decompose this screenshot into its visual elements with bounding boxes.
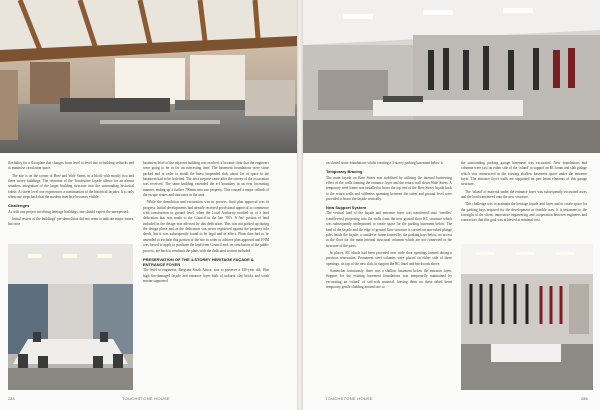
running-head: TOUCHSTONE HOUSE	[325, 396, 373, 401]
left-column-2	[143, 161, 269, 391]
paragraph: The vertical load of the façade and entrance foyer was transferred onto ‘needles’ (cantilevers) projecting into the walls from the new ground floor RC structure which was subsequently underpinned to create space for the parking basement below. The land of the façade and the edge of ground floor structure is carried on non-raked plunge piles inside the façade; a cantilever frame formed by the parking bays below, no access to the floor for the main internal structural columns which are not connected to the structure of the piers.	[326, 211, 452, 248]
running-head: TOUCHSTONE HOUSE	[122, 396, 170, 401]
paragraph: The brief to engineers, Bergstan South Africa, was to preserve a 130-year old, 10m high fire-damaged façade and entrance foyer built of unburnt clay bricks and weak mortar supported	[143, 268, 269, 283]
section-heading: New Support System	[326, 205, 367, 211]
paragraph: This challenge was to maintain the heritage façade and foyer and to create space for the parking bays required for the development as feasible uses. It is testament to the foresight of the client, innovative engineering and cooperation between engineers and contractors that this goal was achieved at minimal cost.	[461, 202, 587, 223]
paragraph: The main façade on Bree Street was stabilised by utilising the internal buttressing effect of the walls framing the entrance foyer and the return wall down Wale Street. A temporary steel frame was installed to brace the top end of the Bree Street façade back to the return walls and stiffeners spanning between the street and ground level were provided to brace the façade vertically.	[326, 175, 452, 201]
page-number: 284	[8, 396, 15, 401]
boardroom-image	[8, 244, 133, 390]
paragraph: on slotted stone foundations whilst creating a 3-storey parking basement below it.	[326, 161, 444, 165]
clothing-store-image	[461, 244, 593, 390]
boardroom-photo	[8, 244, 133, 390]
paragraph: While the demolition and excavation was in process, final plan approval was in progress. Initial developments had already received provisional approval to commence with construction to ground level, when the Local Authority notified us of a land dedication that was made to the Council in the late ’90’s. A 5m² portion of land included in the design was affected by this dedication. This was not picked up during the design phase and as the dedication was never registered against the property title deeds, but it was subsequently found to be legal and in effect. Plans then had to be amended to exclude this portion of the site in order to achieve plan approval and FNM was forced to apply to purchase the land from Council and, on conclusion of the public process, are back to resubmit the plans with the dedicated section included.	[143, 200, 269, 253]
paragraph: flexibility for a floorplate that changes from level to level due to building setbacks and to minimise circulation space.	[8, 161, 134, 171]
office-photo-top	[0, 0, 297, 153]
office-interior-image	[0, 0, 297, 153]
showroom-image	[303, 0, 600, 153]
paragraph: Somewhat fortuitously, there was a shallow basement below the entrance foyer. Support for the existing basement foundations was temporarily maintained by excavating an ‘island’ of soil-rock material, leaving them on these raked berm temporary gentle cladding around one so	[326, 268, 452, 289]
paragraph: basement level of the adjacent building was reached, it became clear that the engineers were going to be in for an interesting time. The basement foundations were stone packed and in order to install the latest suspended slab, about 1m of space in the basement had to be forfeited. The next surprise came after the survey of the excavation was received. The same building extended the erf boundary in an ever increasing manner, ending up a further 700mm into our property. This caused a major rethink of the escape routes and staircases in the area.	[143, 161, 269, 198]
clothing-store-photo	[461, 244, 593, 390]
section-heading: Challenges	[8, 203, 30, 209]
left-page	[0, 0, 297, 410]
section-heading: Temporary Bracing	[326, 169, 363, 175]
paragraph: As with any project involving heritage buildings, one should expect the unexpected.	[8, 209, 129, 214]
right-page	[303, 0, 600, 410]
section-heading: PRESERVATION OF THE 4-STOREY HERITAGE FAÇADE & ENTRANCE FOYER	[143, 256, 254, 268]
paragraph: The site is on the corner of Bree and Wale Street, in a block with mostly two and three storey buildings. The retention of the Touchstone façade allows for an almost seamless integration of the larger building structure into the surrounding historical fabric. At street level one experiences a continuation of the historical façades. It is only when one steps back that the modern interface becomes visible.	[8, 173, 134, 200]
paragraph: the surrounding parking garage basement was excavated. New foundations and columns were cast on either side of the ‘island’ to support an RC beam and slab girlage which was constructed in the existing shallow basement space under the entrance foyer. The entrance foyer walls are supported on pier beam elements of this garage structure.	[461, 161, 587, 187]
showroom-photo-top	[303, 0, 600, 153]
paragraph: The ‘island’ of material under the entrance foyer was subsequently excavated away and the load transferred onto the new structure.	[461, 189, 587, 200]
paragraph: Initial review of the buildings’ pre-demolition did not seem to indicate major issues, but once	[8, 216, 134, 227]
page-number: 285	[581, 396, 588, 401]
paragraph: In places, RC blinds had been provided over wide door openings formed during a previous renovation. Permanent steel columns were placed on either side of these openings, on top of the new slab, to support the RC lintel and brickwork above.	[326, 250, 452, 266]
right-column-1	[326, 161, 452, 391]
